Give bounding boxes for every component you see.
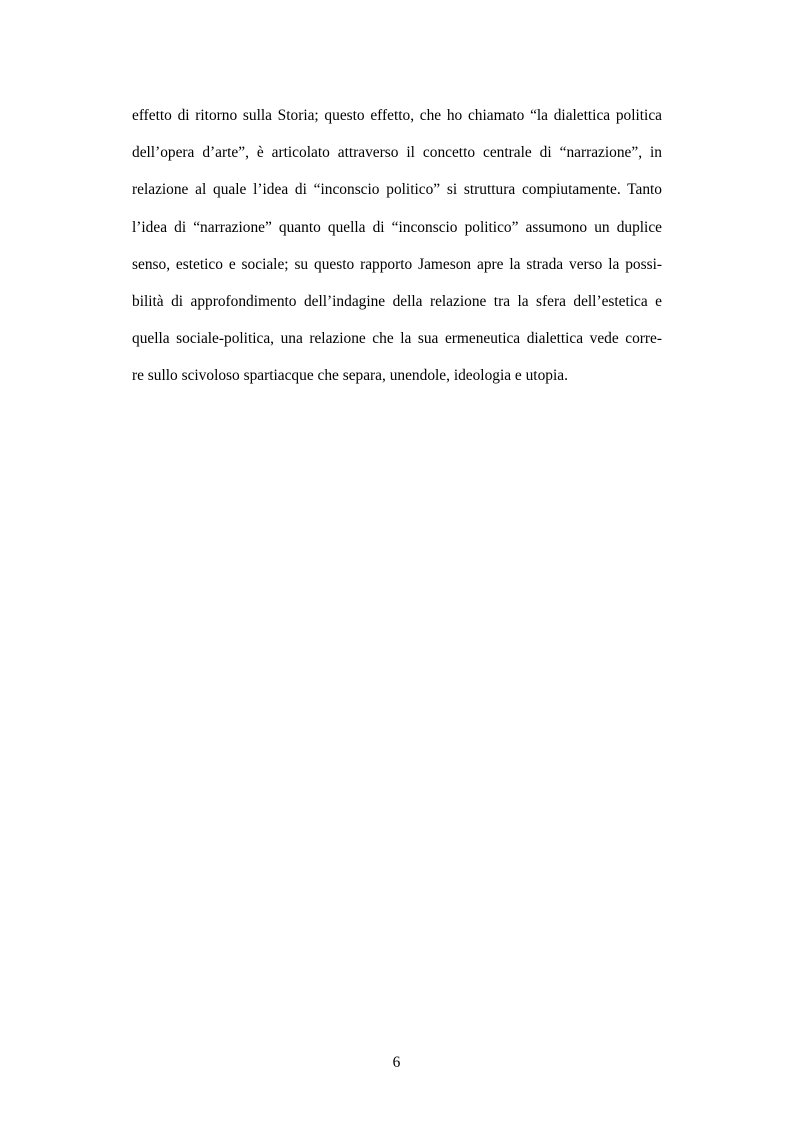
text-line: effetto di ritorno sulla Storia; questo effetto, che ho chiamato “la dialettica politica [132,107,662,124]
text-line: relazione al quale l’idea di “inconscio politico” si struttura compiutamente. Tanto [132,181,662,199]
text-line: bilità di approfondimento dell’indagine della relazione tra la sfera dell’estetica e [132,292,662,310]
text-line: re sullo scivoloso spartiacque che separa, unendole, ideologia e utopia. [132,367,568,385]
body-paragraph [132,101,662,399]
text-line: quella sociale-politica, una relazione che la sua ermeneutica dialettica vede corre- [132,330,662,348]
page-number: 6 [392,1054,401,1071]
text-line: dell’opera d’arte”, è articolato attraverso il concetto centrale di “narrazione”, in [132,144,662,162]
text-line: l’idea di “narrazione” quanto quella di “inconscio politico” assumono un duplice [132,218,662,236]
text-line: senso, estetico e sociale; su questo rapporto Jameson apre la strada verso la possi- [132,255,662,273]
